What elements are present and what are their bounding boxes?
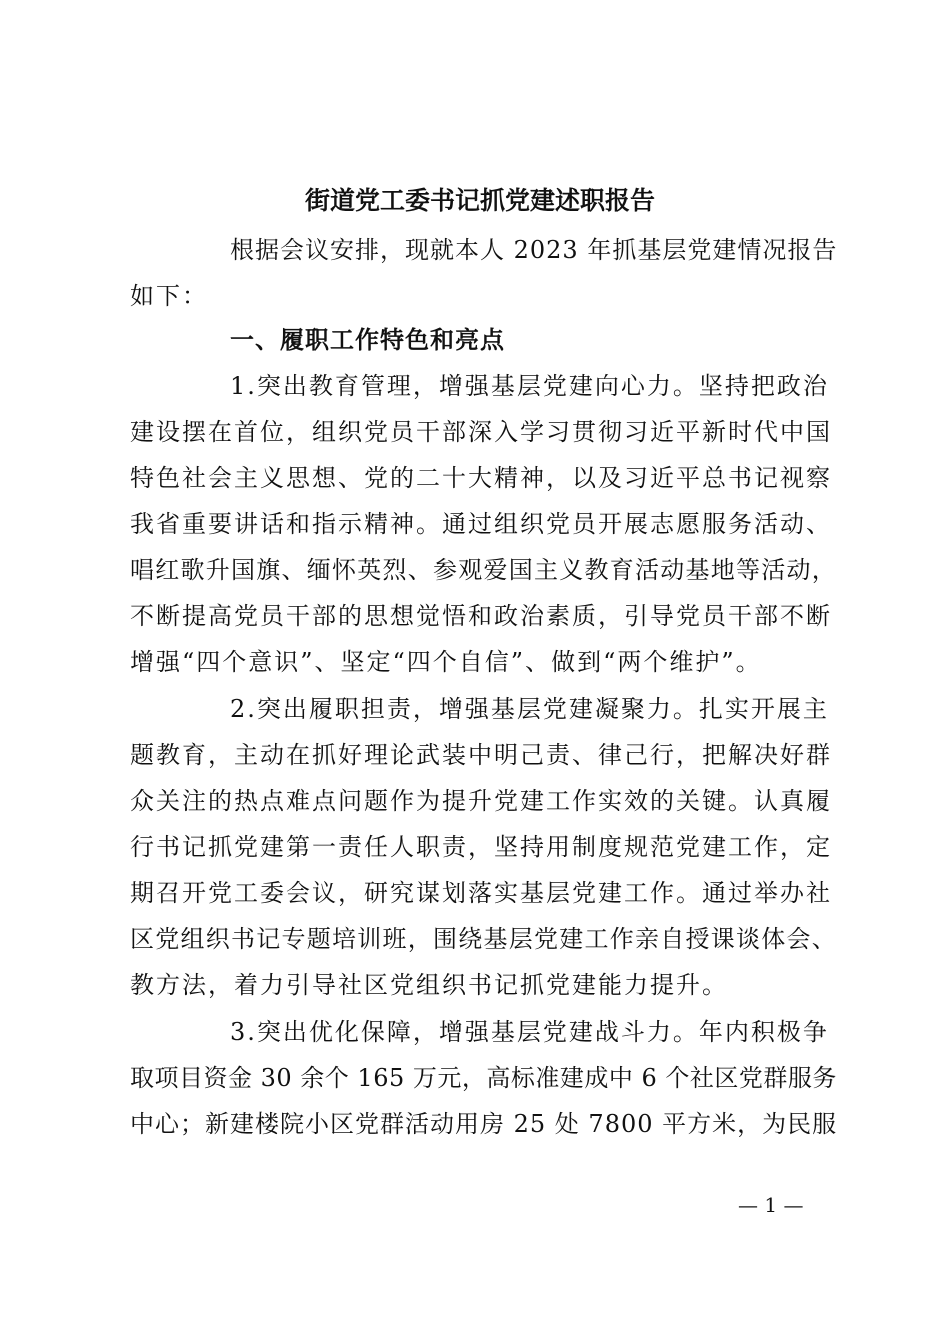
text-line: 3.突出优化保障，增强基层党建战斗力。年内积极争 (230, 1018, 829, 1046)
text-line: 不断提高党员干部的思想觉悟和政治素质，引导党员干部不断 (130, 602, 832, 630)
text-line: 增强“四个意识”、坚定“四个自信”、做到“两个维护”。 (130, 648, 762, 676)
text-line: 教方法，着力引导社区党组织书记抓党建能力提升。 (130, 971, 728, 999)
document-title: 街道党工委书记抓党建述职报告 (304, 186, 655, 215)
text-line: 期召开党工委会议，研究谋划落实基层党建工作。通过举办社 (130, 879, 832, 907)
text-line: 区党组织书记专题培训班，围绕基层党建工作亲自授课谈体会、 (130, 925, 837, 953)
text-line: 如下： (130, 282, 208, 310)
text-line: 题教育，主动在抓好理论武装中明己责、律己行，把解决好群 (130, 741, 832, 769)
text-line: 取项目资金 30 余个 165 万元，高标准建成中 6 个社区党群服务 (130, 1064, 837, 1092)
text-line: 我省重要讲话和指示精神。通过组织党员开展志愿服务活动、 (130, 510, 832, 538)
text-line: 特色社会主义思想、党的二十大精神，以及习近平总书记视察 (130, 464, 832, 492)
page-number: — 1 — (738, 1193, 804, 1217)
text-line: 行书记抓党建第一责任人职责，坚持用制度规范党建工作，定 (130, 833, 832, 861)
text-line: 1.突出教育管理，增强基层党建向心力。坚持把政治 (230, 372, 829, 400)
text-line: 众关注的热点难点问题作为提升党建工作实效的关键。认真履 (130, 787, 832, 815)
text-line: 根据会议安排，现就本人 2023 年抓基层党建情况报告 (230, 236, 838, 264)
text-line: 唱红歌升国旗、缅怀英烈、参观爱国主义教育活动基地等活动， (130, 556, 837, 584)
text-line: 2.突出履职担责，增强基层党建凝聚力。扎实开展主 (230, 695, 829, 723)
section-heading: 一、履职工作特色和亮点 (230, 326, 505, 354)
text-line: 建设摆在首位，组织党员干部深入学习贯彻习近平新时代中国 (130, 418, 832, 446)
text-line: 中心；新建楼院小区党群活动用房 25 处 7800 平方米，为民服 (130, 1110, 838, 1138)
